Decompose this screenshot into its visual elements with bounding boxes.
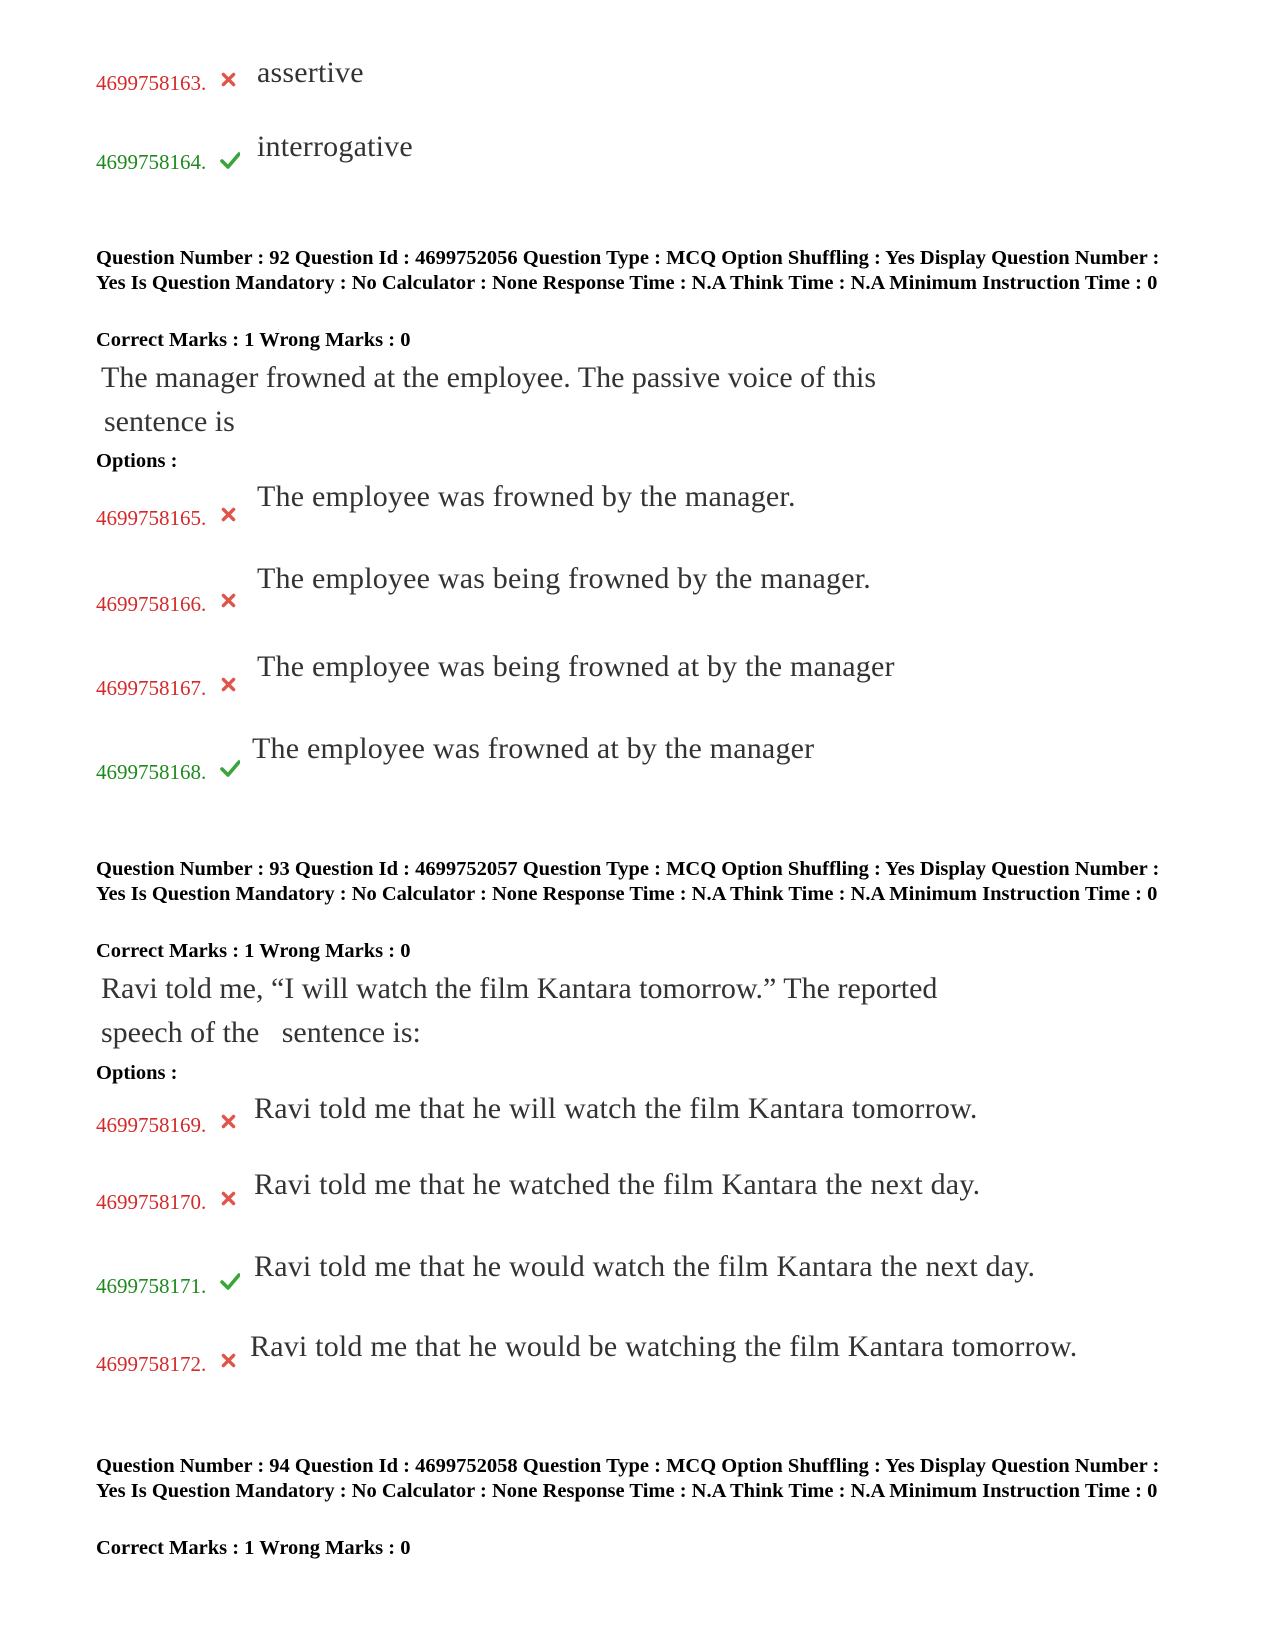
cross-icon: [220, 506, 237, 523]
question-marks: Correct Marks : 1 Wrong Marks : 0: [96, 329, 411, 351]
question-text: sentence is: [104, 405, 235, 438]
options-label: Options :: [96, 1062, 178, 1084]
cross-icon: [220, 1352, 237, 1369]
option-id: 4699758164.: [96, 150, 207, 174]
check-icon: [220, 758, 240, 778]
option-text: interrogative: [257, 130, 413, 163]
cross-icon: [220, 676, 237, 693]
option-id: 4699758172.: [96, 1352, 207, 1376]
option-text: Ravi told me that he watched the film Kantara the next day.: [254, 1168, 981, 1201]
option-id: 4699758166.: [96, 592, 207, 616]
option-id: 4699758169.: [96, 1113, 207, 1137]
option-text: assertive: [257, 56, 364, 89]
question-header: Question Number : 94 Question Id : 4699752058 Question Type : MCQ Option Shuffling : Yes Display Question Number : Yes Is Question Mandatory : No Calculator : None Response Time : N.A Think Time : N.A Minimum Instruction Time : 0: [96, 1455, 1160, 1502]
option-text: Ravi told me that he will watch the film Kantara tomorrow.: [254, 1092, 978, 1125]
question-text: Ravi told me, “I will watch the film Kantara tomorrow.” The reported: [101, 972, 938, 1005]
option-id: 4699758170.: [96, 1190, 207, 1214]
question-header: Question Number : 93 Question Id : 4699752057 Question Type : MCQ Option Shuffling : Yes Display Question Number : Yes Is Question Mandatory : No Calculator : None Response Time : N.A Think Time : N.A Minimum Instruction Time : 0: [96, 858, 1160, 905]
question-text: speech of the sentence is:: [101, 1016, 421, 1049]
question-text: The manager frowned at the employee. The passive voice of this: [101, 361, 877, 394]
options-label: Options :: [96, 450, 178, 472]
cross-icon: [220, 1190, 237, 1207]
option-id: 4699758165.: [96, 506, 207, 530]
option-id: 4699758163.: [96, 71, 207, 95]
option-id: 4699758168.: [96, 760, 207, 784]
question-marks: Correct Marks : 1 Wrong Marks : 0: [96, 940, 411, 962]
option-text: Ravi told me that he would be watching the film Kantara tomorrow.: [250, 1330, 1078, 1363]
cross-icon: [220, 592, 237, 609]
option-text: Ravi told me that he would watch the film Kantara the next day.: [254, 1250, 1036, 1283]
check-icon: [220, 1271, 240, 1291]
cross-icon: [220, 1113, 237, 1130]
question-header: Question Number : 92 Question Id : 4699752056 Question Type : MCQ Option Shuffling : Yes Display Question Number : Yes Is Question Mandatory : No Calculator : None Response Time : N.A Think Time : N.A Minimum Instruction Time : 0: [96, 247, 1160, 294]
option-text: The employee was being frowned by the manager.: [257, 562, 871, 595]
check-icon: [220, 150, 240, 170]
question-marks: Correct Marks : 1 Wrong Marks : 0: [96, 1537, 411, 1559]
option-text: The employee was frowned at by the manager: [252, 732, 815, 765]
option-id: 4699758167.: [96, 676, 207, 700]
option-id: 4699758171.: [96, 1274, 207, 1298]
cross-icon: [220, 71, 237, 88]
option-text: The employee was being frowned at by the manager: [257, 650, 895, 683]
option-text: The employee was frowned by the manager.: [257, 480, 796, 513]
